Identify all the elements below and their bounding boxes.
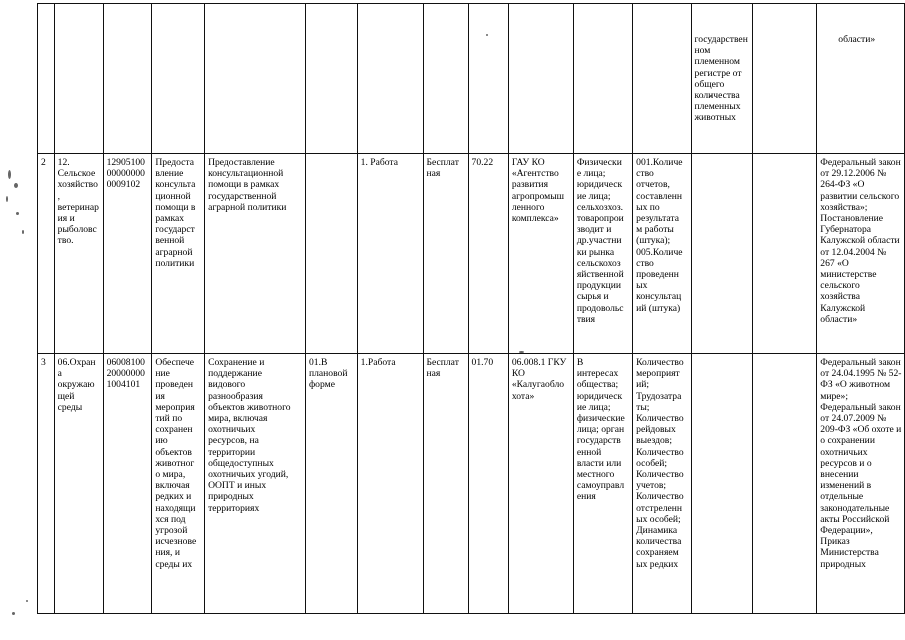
cell-okved <box>468 4 508 154</box>
scan-speck <box>22 230 24 234</box>
cell-sector: 12. Сельское хозяйство , ветеринар ия и рыболовс тво. <box>54 154 103 354</box>
cell-num: 3 <box>38 354 55 614</box>
registry-note-text: государствен ном племенном регистре от общего количества племенных животных <box>694 34 748 124</box>
cell-consumers <box>573 4 632 154</box>
cell-num: 2 <box>38 154 55 354</box>
cell-num <box>38 4 55 154</box>
cell-indicators: Количество мероприят ий; Трудозатра ты; Количество рейдовых выездов; Количество особей; Количество учетов; Количество отстреленн ых особей; Динамика количества сохраняем ых редких <box>633 354 691 614</box>
cell-okved: 70.22 <box>468 154 508 354</box>
services-table <box>37 3 905 614</box>
cell-condition: 01.В плановой форме <box>305 354 357 614</box>
scan-speck <box>8 170 11 179</box>
cell-indicators: 001.Количе ство отчетов, составленн ых по результата м работы (штука); 005.Количе ство проведенн ых консультац ий (штука) <box>633 154 691 354</box>
scan-speck <box>6 196 8 202</box>
cell-payment <box>423 4 468 154</box>
cell-content <box>205 4 306 154</box>
cell-col12 <box>691 154 752 354</box>
cell-type: 1. Работа <box>357 154 423 354</box>
cell-payment: Бесплат ная <box>423 154 468 354</box>
cell-consumers: Физически е лица; юридическ ие лица; сельхозхоз. товаропрои зводит и др.участни ки рынка сельскохоз яйственной продукции сырья и продовольс твия <box>573 154 632 354</box>
scan-speck <box>12 612 15 615</box>
cell-okved: 01.70 <box>468 354 508 614</box>
cell-code <box>103 4 152 154</box>
cell-type: 1.Работа <box>357 354 423 614</box>
cell-content: Сохранение и поддержание видового разнообразия объектов животного мира, включая охотничьих ресурсов, на территории общедоступных охотничьих угодий, ООПТ и иных природных территориях <box>205 354 306 614</box>
cell-institution <box>508 4 573 154</box>
cell-consumers: В интересах общества; юридическ ие лица; физические лица; орган государств енной власти или местного самоуправл ения <box>573 354 632 614</box>
cell-basis <box>817 4 905 154</box>
cell-payment: Бесплат ная <box>423 354 468 614</box>
table-row-continuation <box>38 4 905 154</box>
table-row <box>38 354 905 614</box>
cell-sector: 06.Охран а окружаю щей среды <box>54 354 103 614</box>
cell-code: 12905100 00000000 0009102 <box>103 154 152 354</box>
cell-basis: Федеральный закон от 24.04.1995 № 52- ФЗ «О животном мире»; Федеральный закон от 24.07.2009 № 209-ФЗ «Об охоте и о сохранении охотничьих ресурсов и о внесении изменений в отдельные законодательные акты Российской Федерации», Приказ Министерства природных <box>817 354 905 614</box>
cell-col13 <box>752 154 817 354</box>
cell-type <box>357 4 423 154</box>
cell-basis: Федеральный закон от 29.12.2006 № 264-ФЗ «О развитии сельского хозяйства»; Постановление Губернатора Калужской области от 12.04.2004 № 267 «О министерстве сельского хозяйства Калужской области» <box>817 154 905 354</box>
scan-speck <box>16 212 19 215</box>
cell-code: 06008100 20000000 1004101 <box>103 354 152 614</box>
cell-col12 <box>691 354 752 614</box>
scan-speck <box>26 600 28 602</box>
cell-institution: 06.008.1 ГКУ КО «Калугаобло хота» <box>508 354 573 614</box>
cell-col13 <box>752 4 817 154</box>
cell-col13 <box>752 354 817 614</box>
cell-indicators <box>633 4 691 154</box>
cell-service-name <box>152 4 205 154</box>
table-row <box>38 154 905 354</box>
cell-registry-note <box>691 4 752 154</box>
basis-ending-text: области» <box>838 34 876 45</box>
cell-institution: ГАУ КО «Агентство развития агропромыш ленного комплекса» <box>508 154 573 354</box>
scan-speck <box>14 183 18 188</box>
cell-condition <box>305 4 357 154</box>
cell-condition <box>305 154 357 354</box>
cell-content: Предоставление консультационной помощи в рамках государственной аграрной политики <box>205 154 306 354</box>
cell-sector <box>54 4 103 154</box>
cell-service-name: Предоста вление консульта ционной помощи в рамках государст венной аграрной политики <box>152 154 205 354</box>
cell-service-name: Обеспече ние проведен ия мероприя тий по сохранен ию объектов животног о мира, включая редких и находящи хся под угрозой исчезнове ния, и среды их <box>152 354 205 614</box>
